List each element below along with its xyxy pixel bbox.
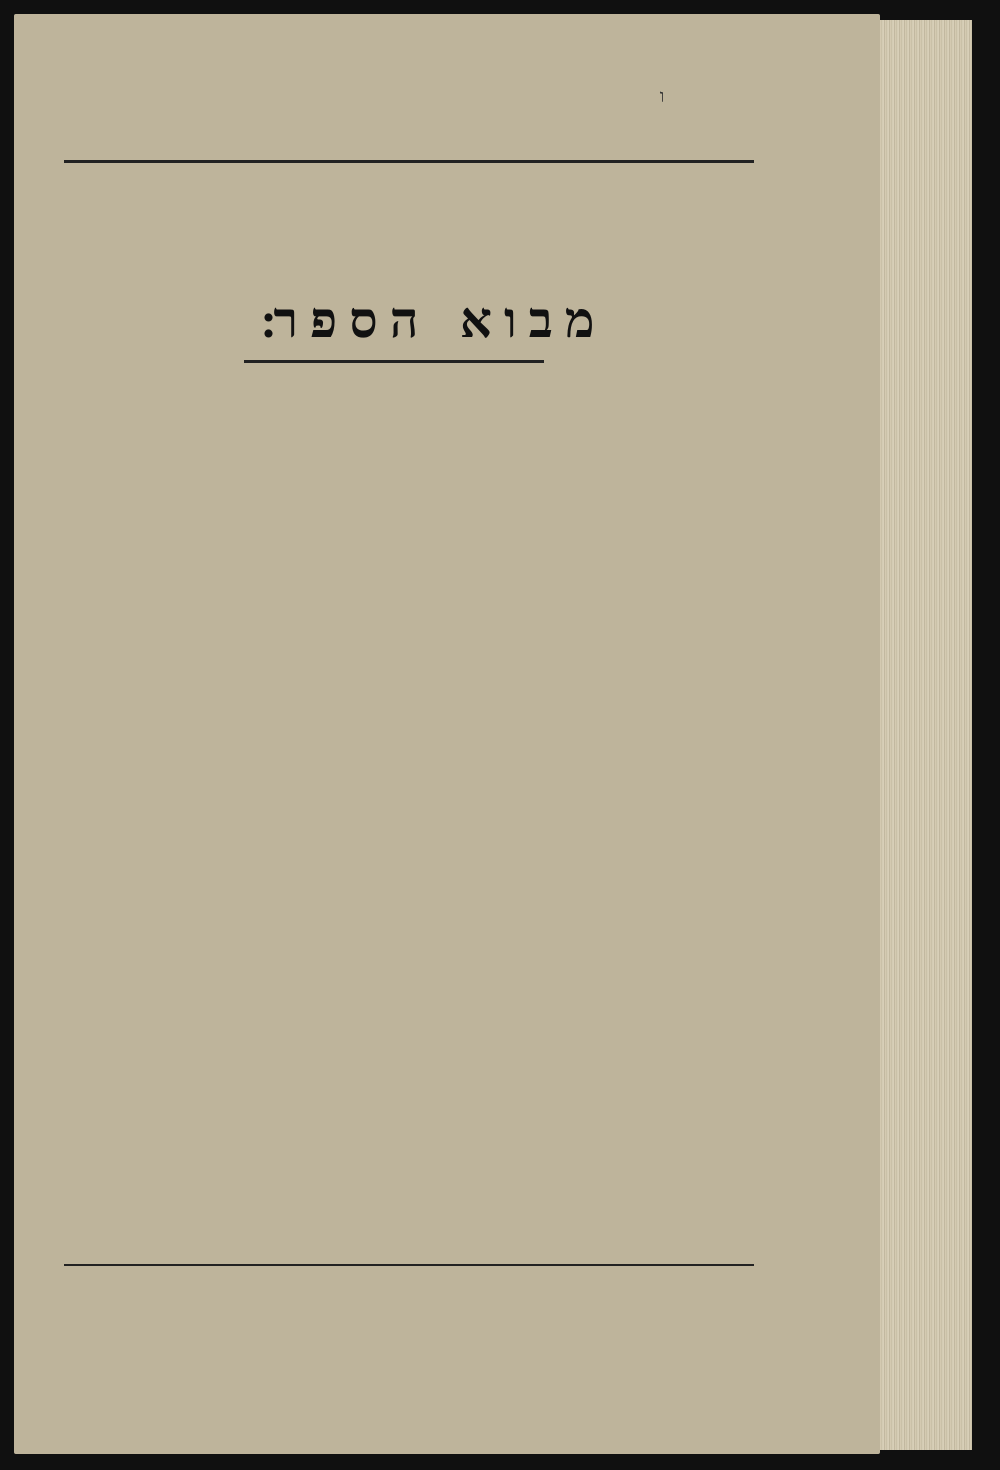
footnote-rule — [64, 1264, 754, 1266]
book-page-edges — [880, 20, 972, 1450]
book-page — [14, 14, 880, 1454]
title-rule — [244, 360, 544, 363]
page-title: מבוא הספר׃ — [261, 290, 607, 349]
top-rule — [64, 160, 754, 163]
body-text — [54, 392, 764, 1192]
page-number: ו — [659, 86, 665, 107]
